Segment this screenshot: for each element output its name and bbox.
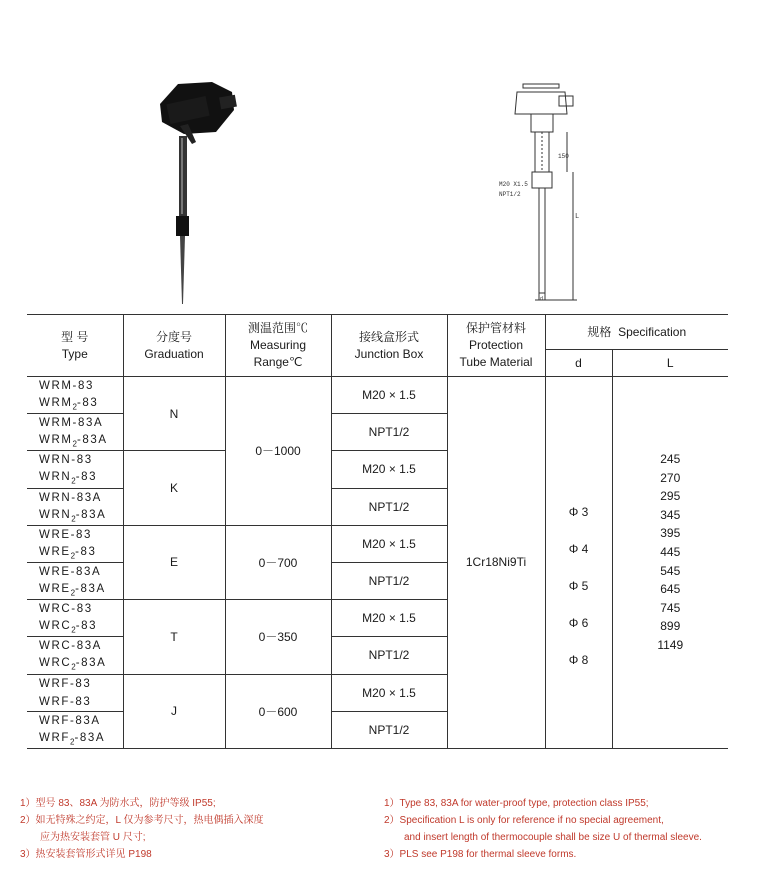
l-value: 1149 — [657, 637, 684, 652]
type-cell: WRE-83A — [27, 562, 123, 581]
type-cell: WRM-83 — [27, 377, 123, 396]
note-en-4: 3）PLS see P198 for thermal sleeve forms. — [384, 849, 577, 860]
graduation-cell: J — [123, 674, 225, 748]
header-d: d — [545, 350, 612, 377]
l-value: 395 — [660, 526, 681, 541]
thread-npt-label: NPT1/2 — [499, 191, 521, 198]
d-value: Φ 3 — [568, 505, 589, 519]
header-range: 测温范围℃ Measuring Range℃ — [225, 315, 331, 377]
l-values-cell — [612, 377, 728, 749]
header-junction: 接线盒形式 Junction Box — [331, 315, 447, 377]
d-value: Φ 8 — [568, 653, 589, 667]
note-cn-3: 应为热安装套管 U 尺寸; — [20, 832, 146, 843]
l-value: 899 — [660, 619, 681, 634]
tube-material-cell: 1Cr18Ni9Ti — [447, 377, 545, 749]
l-value: 270 — [660, 470, 681, 485]
l-value: 545 — [660, 563, 681, 578]
note-cn-2: 2）如无特殊之约定，L 仅为参考尺寸，热电偶插入深度 — [20, 815, 264, 826]
type-cell: WRF-83 — [39, 695, 92, 708]
graduation-cell: T — [123, 600, 225, 674]
type-cell: WRE-83 — [27, 525, 123, 544]
junction-cell: M20 × 1.5 — [331, 525, 447, 562]
type-cell: WRF-83 — [27, 674, 123, 693]
junction-cell: M20 × 1.5 — [331, 377, 447, 414]
type-cell: WRF-83A — [27, 711, 123, 730]
l-value: 445 — [660, 544, 681, 559]
header-spec: 规格 Specification — [545, 315, 728, 350]
type-cell: $WRM_2-83$ — [39, 396, 99, 412]
header-graduation: 分度号 Graduation — [123, 315, 225, 377]
thread-m20-label: M20 X1.5 — [499, 181, 528, 188]
type-cell: $WRE_2-83A$ — [39, 582, 106, 598]
dim-d-label: d — [540, 296, 544, 302]
range-cell: 0－600 — [225, 674, 331, 748]
l-value: 345 — [660, 507, 681, 522]
type-cell: $WRE_2-83$ — [39, 545, 97, 561]
junction-cell: NPT1/2 — [331, 562, 447, 599]
type-cell: $WRC_2-83$ — [39, 620, 98, 635]
type-cell: $WRN_2-83A$ — [39, 508, 107, 523]
type-cell: $WRC_2-83A$ — [39, 657, 107, 672]
type-cell: WRC-83 — [27, 600, 123, 619]
note-en-1: 1）Type 83, 83A for water-proof type, protection class IP55; — [384, 798, 649, 809]
spec-table — [27, 314, 728, 749]
note-cn-1: 1）型号 83、83A 为防水式，防护等级 IP55; — [20, 798, 216, 809]
type-cell: WRN-83A — [27, 488, 123, 507]
type-cell: $WRM_2-83A$ — [39, 434, 108, 449]
range-cell: 0－700 — [225, 525, 331, 599]
type-cell: WRM-83A — [27, 414, 123, 433]
d-value: Φ 6 — [568, 616, 589, 630]
range-cell: 0－350 — [225, 600, 331, 674]
type-cell: $WRN_2-83$ — [39, 471, 98, 486]
header-tube: 保护管材料 Protection Tube Material — [447, 315, 545, 377]
d-value: Φ 5 — [568, 579, 589, 593]
d-value: Φ 4 — [568, 542, 589, 556]
header-type: 型 号 Type — [27, 315, 123, 377]
graduation-cell: E — [123, 525, 225, 599]
junction-cell: NPT1/2 — [331, 711, 447, 748]
type-cell: $WRF_2-83A$ — [27, 730, 123, 749]
type-cell: WRN-83 — [27, 451, 123, 470]
junction-cell: M20 × 1.5 — [331, 674, 447, 711]
l-value: 245 — [660, 452, 681, 466]
junction-cell: NPT1/2 — [331, 414, 447, 451]
dim-150-label: 150 — [558, 153, 569, 160]
junction-cell: NPT1/2 — [331, 637, 447, 674]
type-cell: WRC-83A — [27, 637, 123, 656]
thermocouple-photo — [150, 74, 245, 306]
dim-l-label: L — [575, 213, 580, 221]
range-cell: 0－1000 — [225, 377, 331, 526]
note-en-2: 2）Specification L is only for reference if no special agreement, — [384, 815, 664, 826]
junction-cell: NPT1/2 — [331, 488, 447, 525]
graduation-cell: N — [123, 377, 225, 451]
junction-cell: M20 × 1.5 — [331, 451, 447, 488]
dimension-drawing — [495, 78, 585, 304]
header-l: L — [612, 350, 728, 377]
note-cn-4: 3）热安装套管形式详见 P198 — [20, 849, 152, 860]
notes-cn — [20, 795, 264, 863]
graduation-cell: K — [123, 451, 225, 525]
junction-cell: M20 × 1.5 — [331, 600, 447, 637]
l-value: 295 — [660, 489, 681, 504]
l-value: 645 — [660, 582, 681, 597]
d-values-cell — [545, 377, 612, 749]
l-value: 745 — [660, 600, 681, 615]
note-en-3: and insert length of thermocouple shall be size U of thermal sleeve. — [384, 832, 702, 843]
notes-en — [384, 795, 702, 863]
